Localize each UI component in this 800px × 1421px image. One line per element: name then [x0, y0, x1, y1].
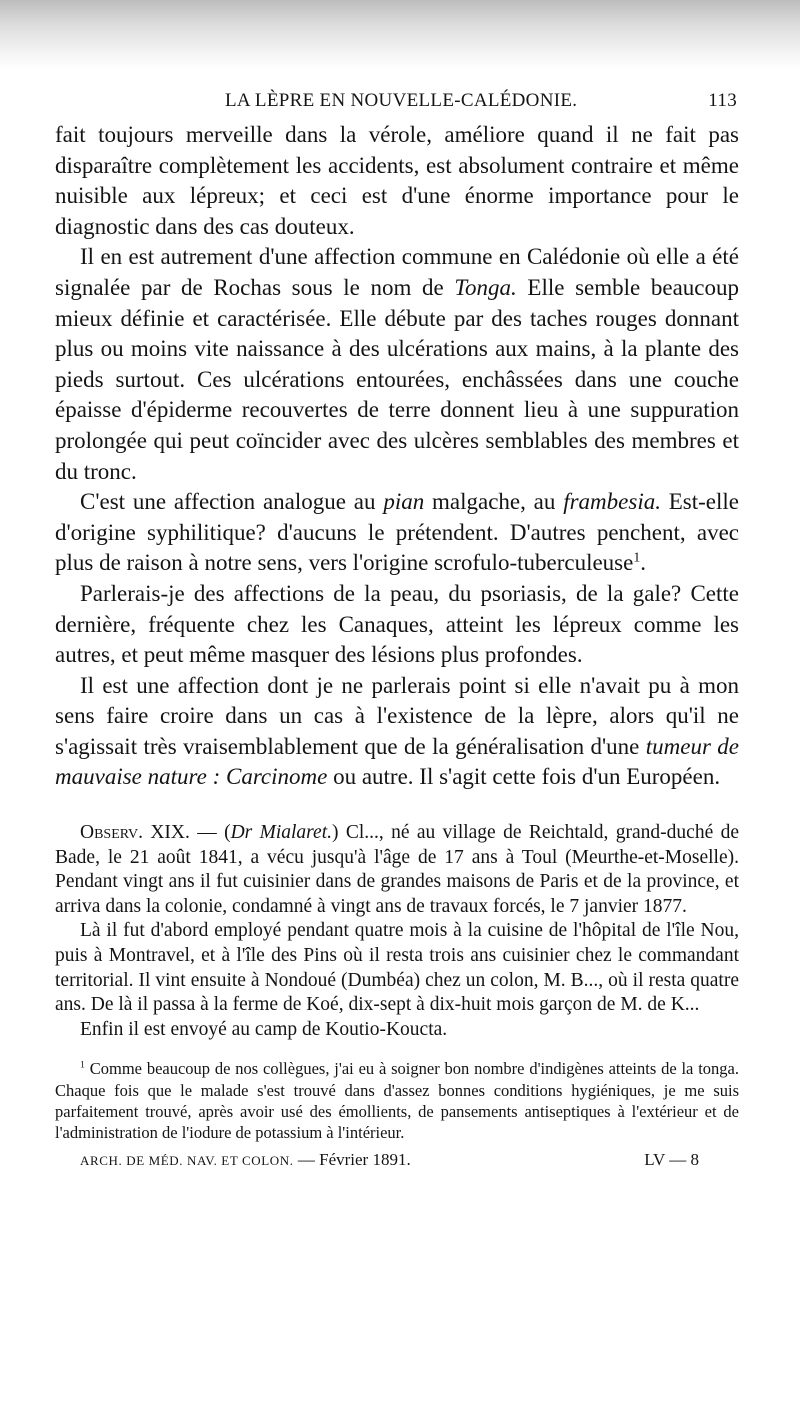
page-number: 113	[708, 90, 737, 111]
scan-shadow	[0, 0, 800, 70]
observation-paragraph: Observ. XIX. — (Dr Mialaret.) Cl..., né au village de Reichtald, grand-duché de Bade, le 21 août 1841, a vécu jusqu'à l'âge de 17 ans à Toul (Meurthe-et-Moselle). Pendant vingt ans il fut cuisinier dans de grandes maisons de Paris et de la province, et arriva dans la colonie, condamné à vingt ans de travaux forcés, le 7 janvier 1877.	[55, 822, 739, 917]
issue-date: — Février 1891.	[293, 1149, 411, 1169]
footnote-marker: 1	[80, 1059, 85, 1071]
observation-doctor: Mialaret.	[252, 822, 332, 844]
term-tonga: Tonga.	[454, 274, 517, 300]
journal-citation	[80, 1150, 411, 1170]
observation-block	[55, 821, 739, 1042]
paragraph: Il est une affection dont je ne parlerais point si elle n'avait pu à mon sens faire croire dans un cas à l'existence de la lèpre, alors qu'il ne s'agissait très vraisemblablement que de la généralisation d'une tumeur de mauvaise nature : Carcinome ou autre. Il s'agit cette fois d'un Européen.	[55, 672, 739, 790]
main-text	[55, 120, 739, 793]
observation-paragraph: Enfin il est envoyé au camp de Koutio-Koucta.	[80, 1018, 448, 1040]
footnote-ref: 1	[633, 549, 641, 565]
term-pian: pian	[383, 489, 425, 515]
paragraph: C'est une affection analogue au pian malgache, au frambesia. Est-elle d'origine syphilitique? d'aucuns le prétendent. D'autres penchent, avec plus de raison à notre sens, vers l'origine scrofulo-tuberculeuse$^1$.	[55, 489, 740, 576]
observation-paragraph: Là il fut d'abord employé pendant quatre mois à la cuisine de l'hôpital de l'île Nou, puis à Montravel, et à l'île des Pins où il resta trois ans cuisinier chez le commandant territorial. Il vint ensuite à Nondoué (Dumbéa) chez un colon, M. B..., où il resta quatre ans. De là il passa à la ferme de Koé, dix-sept à dix-huit mois garçon de M. de K...	[55, 920, 739, 1016]
running-title: LA LÈPRE EN NOUVELLE-CALÉDONIE.	[225, 90, 578, 111]
footnote-separator	[55, 1042, 739, 1058]
paragraph: Parlerais-je des affections de la peau, du psoriasis, de la gale? Cette dernière, fréquente chez les Canaques, atteint les lépreux comme les autres, et peut même masquer des lésions plus profondes.	[55, 580, 739, 668]
observation-label: Observ. XIX.	[80, 822, 190, 844]
running-header	[55, 90, 739, 120]
book-page	[55, 90, 739, 1174]
journal-name: ARCH. DE MÉD. NAV. ET COLON.	[80, 1152, 294, 1168]
paragraph: Il en est autrement d'une affection commune en Calédonie où elle a été signalée par de Rochas sous le nom de Tonga. Elle semble beaucoup mieux définie et caractérisée. Elle débute par des taches rouges donnant plus ou moins vite naissance à des ulcérations aux mains, à la plante des pieds surtout. Ces ulcérations entourées, enchâssées dans une couche épaisse d'épiderme recouvertes de terre donnent lieu à une suppuration prolongée qui peut coïncider avec des ulcères semblables des membres et du tronc.	[55, 244, 740, 484]
page-footer	[55, 1150, 739, 1174]
signature-mark: LV — 8	[644, 1149, 699, 1169]
term-tumeur: tumeur de mauvaise nature : Carcinome	[55, 733, 739, 790]
footnote: $^1$ Comme beaucoup de nos collègues, j'ai eu à soigner bon nombre d'indigènes atteints de la tonga. Chaque fois que le malade s'est trouvé dans d'assez bonnes conditions hygiéniques, je me suis parfaitement trouvé, après avoir usé des émollients, de pansements antiseptiques à l'extérieur et de l'administration de l'iodure de potassium à l'intérieur.	[55, 1059, 739, 1143]
paragraph: fait toujours merveille dans la vérole, améliore quand il ne fait pas disparaître complètement les accidents, est absolument contraire et même nuisible aux lépreux; et ceci est d'une énorme importance pour le diagnostic dans des cas douteux.	[55, 122, 739, 239]
term-frambesia: frambesia.	[563, 489, 661, 515]
